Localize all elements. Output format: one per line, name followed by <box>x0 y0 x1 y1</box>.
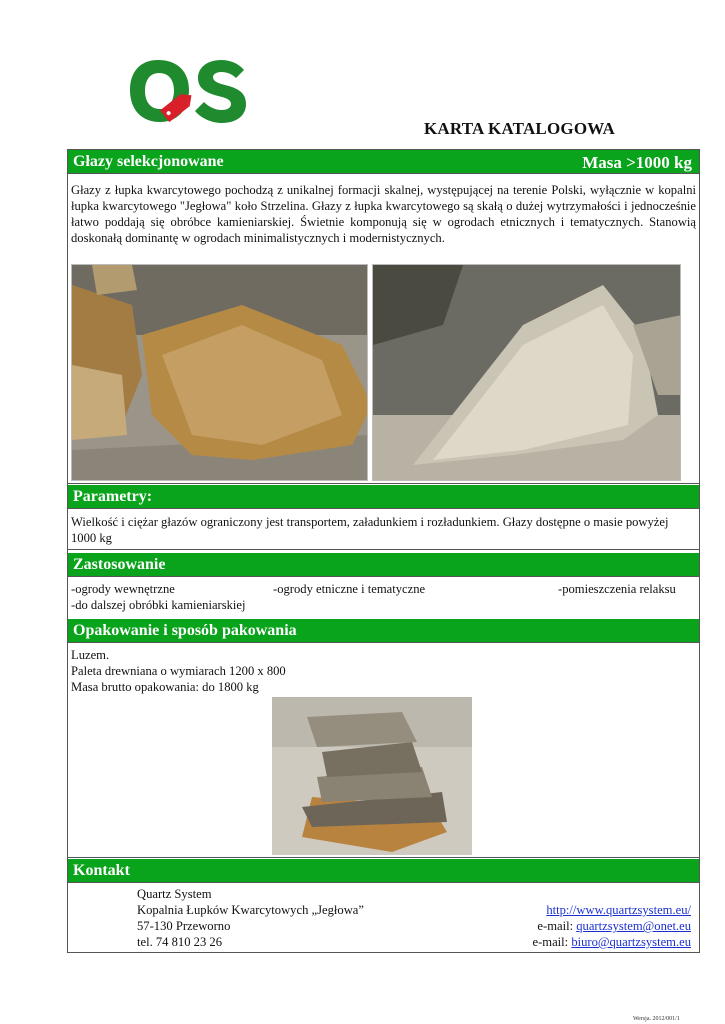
packing-line-3: Masa brutto opakowania: do 1800 kg <box>71 680 259 694</box>
opakowanie-heading: Opakowanie i sposób pakowania <box>73 622 297 639</box>
contact-address: 57-130 Przeworno <box>137 919 231 933</box>
parametry-text: Wielkość i ciężar głazów ograniczony jest transportem, załadunkiem i rozładunkiem. Głazy dostępne o masie powyżej 1000 kg <box>71 515 669 545</box>
website-link[interactable]: http://www.quartzsystem.eu/ <box>546 903 691 917</box>
product-mass: Masa >1000 kg <box>582 153 692 172</box>
email1-link[interactable]: quartzsystem@onet.eu <box>576 919 691 933</box>
section-header-parametry <box>68 485 699 509</box>
use-item-4: -do dalszej obróbki kamieniarskiej <box>71 598 246 612</box>
email2-link[interactable]: biuro@quartzsystem.eu <box>571 935 691 949</box>
packing-line-1: Luzem. <box>71 648 110 662</box>
use-item-2: -ogrody etniczne i tematyczne <box>273 582 426 596</box>
use-item-3: -pomieszczenia relaksu <box>558 582 676 596</box>
section-header-kontakt <box>68 859 699 883</box>
product-name: Głazy selekcjonowane <box>73 153 224 170</box>
kontakt-heading: Kontakt <box>73 862 130 879</box>
boulder-photo-2 <box>372 264 681 481</box>
contact-company: Quartz System <box>137 887 212 901</box>
product-description: Głazy z łupka kwarcytowego pochodzą z unikalnej formacji skalnej, występującej na terenie Polski, wyłącznie w kopalni łupka kwarcytowego "Jegłowa" koło Strzelina. Głazy z łupka kwarcytowego są skałą o dużej wytrzymałości i jednocześnie łatwo poddają się obróbce kamieniarskiej. Świetnie komponują się w ogrodach etnicznych i tematycznych. Stanowią doskonałą dominantę w ogrodach minimalistycznych i modernistycznych. <box>71 183 696 245</box>
pallet-photo <box>272 697 472 855</box>
document-title: KARTA KATALOGOWA <box>424 119 616 138</box>
zastosowanie-heading: Zastosowanie <box>73 556 166 573</box>
boulder-photo-1 <box>71 264 368 481</box>
use-item-1: -ogrody wewnętrzne <box>71 582 175 596</box>
email2-label: e-mail: <box>532 935 569 949</box>
parametry-heading: Parametry: <box>73 488 153 505</box>
contact-phone: tel. 74 810 23 26 <box>137 935 223 949</box>
contact-links-block <box>505 902 691 950</box>
email1-label: e-mail: <box>537 919 574 933</box>
product-header <box>68 150 699 174</box>
qs-logo <box>128 58 248 126</box>
version-label: Wersja. 2012/001/1 <box>633 1016 680 1022</box>
contact-address-block <box>137 886 364 950</box>
section-header-opakowanie <box>68 619 699 643</box>
packing-line-2: Paleta drewniana o wymiarach 1200 x 800 <box>71 664 286 678</box>
contact-mine: Kopalnia Łupków Kwarcytowych „Jegłowa” <box>137 903 364 917</box>
logo-s-shape <box>195 60 246 123</box>
section-header-zastosowanie <box>68 553 699 577</box>
